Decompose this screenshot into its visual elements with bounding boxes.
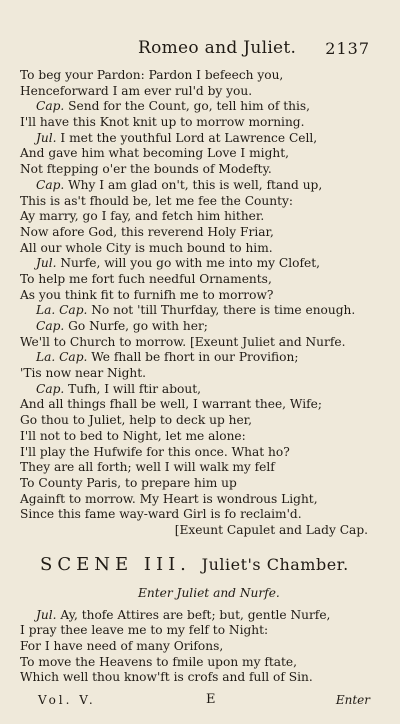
text-line (20, 413, 370, 429)
line-text: Go thou to Juliet, help to deck up her, (20, 413, 253, 428)
text-line (20, 225, 370, 241)
scene-heading (40, 554, 370, 580)
text-line (20, 319, 370, 335)
line-text: Now afore God, this reverend Holy Friar, (20, 224, 274, 239)
line-text: And gave him what becoming Love I might, (20, 146, 289, 161)
speaker-prefix: Cap. (36, 381, 65, 396)
text-line (20, 397, 370, 413)
dialogue-block-bottom (20, 608, 370, 686)
text-line (20, 99, 370, 115)
line-text: I'll have this Knot knit up to morrow morning. (20, 115, 305, 130)
text-line (20, 84, 370, 100)
text-line (20, 256, 370, 272)
line-text: All our whole City is much bound to him. (20, 240, 273, 255)
line-text: To beg your Pardon: Pardon I befeech you, (20, 68, 284, 82)
line-text: Go Nurfe, go with her; (68, 319, 208, 333)
line-text: As you think fit to furnifh me to morrow? (20, 287, 274, 302)
line-text: We fhall be fhort in our Provifion; (91, 350, 299, 365)
line-text: They are all forth; well I will walk my felf (20, 460, 275, 475)
line-text: Tufh, I will ftir about, (68, 381, 201, 396)
catchword: Enter (335, 693, 370, 707)
volume-mark: Vol. V. (38, 693, 96, 707)
text-line (20, 146, 370, 162)
line-text: Againft to morrow. My Heart is wondrous Light, (20, 491, 318, 506)
line-text: We'll to Church to morrow. [Exeunt Juliet and Nurfe. (20, 334, 346, 349)
line-text: And all things fhall be well, I warrant thee, Wife; (20, 397, 322, 412)
line-text: To help me fort fuch needful Ornaments, (20, 271, 272, 286)
speaker-prefix: Jul. (36, 607, 57, 622)
line-text: Not ftepping o'er the bounds of Modefty. (20, 162, 272, 177)
text-line (20, 608, 370, 624)
text-line (20, 194, 370, 210)
text-line (20, 366, 370, 382)
text-line (20, 178, 370, 194)
entry-direction: Enter Juliet and Nurfe. (138, 585, 280, 600)
speaker-prefix: La. Cap. (36, 303, 88, 318)
exit-direction: [Exeunt Capulet and Lady Cap. (174, 522, 368, 537)
speaker-prefix: La. Cap. (36, 350, 88, 365)
scene-place: Juliet's Chamber. (201, 554, 349, 574)
text-line (20, 209, 370, 225)
line-text: To move the Heavens to fmile upon my ftate, (20, 654, 298, 669)
page-number: 2137 (325, 39, 370, 58)
page-header (20, 38, 370, 64)
line-text: I'll not to bed to Night, let me alone: (20, 428, 246, 443)
text-line (20, 460, 370, 476)
speaker-prefix: Cap. (36, 99, 65, 114)
text-line (20, 241, 370, 257)
text-line (20, 655, 370, 671)
text-line (20, 68, 370, 84)
text-line (20, 115, 370, 131)
speaker-prefix: Cap. (36, 319, 65, 333)
line-text: I met the youthful Lord at Lawrence Cell, (60, 130, 318, 145)
text-line (20, 476, 370, 492)
line-text: Ay marry, go I fay, and fetch him hither. (20, 209, 265, 224)
line-text: Nurfe, will you go with me into my Clofet, (60, 256, 320, 271)
line-text: Ay, thofe Attires are beft; but, gentle Nurfe, (60, 607, 331, 622)
running-title: Romeo and Juliet. (138, 38, 297, 58)
speaker-prefix: Jul. (36, 130, 57, 145)
text-line (20, 429, 370, 445)
speaker-prefix: Cap. (36, 177, 65, 192)
line-text: To County Paris, to prepare him up (20, 475, 237, 490)
text-line (20, 492, 370, 508)
line-text: Since this fame way-ward Girl is fo reclaim'd. (20, 507, 302, 522)
text-line (20, 350, 370, 366)
text-line (20, 507, 370, 523)
text-line (20, 272, 370, 288)
speaker-prefix: Jul. (36, 256, 57, 271)
line-text: I'll play the Hufwife for this once. What ho? (20, 444, 290, 459)
text-line (20, 639, 370, 655)
page-footer (38, 693, 370, 711)
line-text: Why I am glad on't, this is well, ftand up, (68, 177, 323, 192)
line-text: 'Tis now near Night. (20, 366, 147, 381)
signature-mark: E (206, 692, 216, 707)
text-line (20, 303, 370, 319)
line-text: I pray thee leave me to my felf to Night: (20, 623, 269, 638)
text-line (20, 335, 370, 351)
text-line (20, 445, 370, 461)
text-line (20, 623, 370, 639)
line-text: This is as't fhould be, let me fee the County: (20, 193, 293, 208)
dialogue-block-top (20, 68, 370, 523)
scene-number: SCENE III. (40, 553, 191, 575)
line-text: No not 'till Thurfday, there is time enough. (91, 303, 356, 318)
text-line (20, 382, 370, 398)
text-line (20, 670, 370, 686)
line-text: Send for the Count, go, tell him of this, (68, 99, 310, 114)
text-line (20, 162, 370, 178)
line-text: Henceforward I am ever rul'd by you. (20, 83, 253, 98)
text-line (20, 288, 370, 304)
line-text: Which well thou know'ft is crofs and full of Sin. (20, 670, 313, 685)
text-line (20, 131, 370, 147)
line-text: For I have need of many Orifons, (20, 639, 224, 653)
